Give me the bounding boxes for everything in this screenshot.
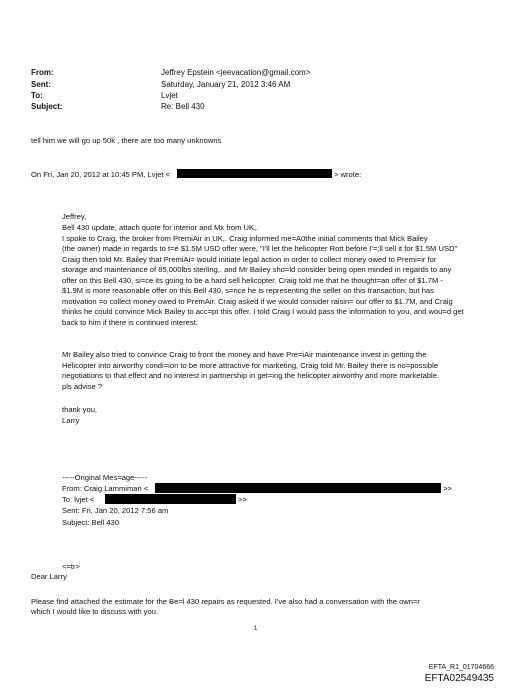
signoff-line: thank you, — [62, 405, 98, 414]
page-number: 1 — [254, 626, 258, 632]
dear-line: Dear Larry — [31, 572, 67, 581]
sent-label: Sent: — [31, 80, 51, 89]
quoted-line: Craig then told Mr. Bailey that PremiAi= would initiate legal action in order to collect money owed to Premi=ir for — [62, 255, 437, 264]
original-subject: Subject: Bell 430 — [62, 518, 119, 527]
from-value: Jeffrey Epstein <jeevacation@gmail.com> — [161, 68, 311, 77]
quoted-line: motivation =o collect money owed to PremAir. Craig asked if we would consider raisin= our offer to $1.7M, and Craig — [62, 297, 453, 306]
bates-stamp-small: EFTA_R1_01704666 — [428, 664, 494, 671]
closing-line: Please find attached the estimate for the Be=l 430 repairs as requested. I've also had a conversation with the own=r — [31, 597, 420, 606]
quoted-line: (the owner) made in regards to t=e $1.5M USD offer were, "I'll let the helicopter Rott before I'=;ll sell it for $1.5M USD" — [62, 244, 458, 253]
reply-text: tell him we will go up 50k , there are too many unknowns — [31, 136, 222, 145]
quoted-line: $1.9M is more reasonable offer on this Bell 430, s=nce he is representing the seller on this transaction, but has — [62, 286, 434, 295]
closing-line: which I would like to discuss with you. — [31, 607, 159, 616]
quote-header-suffix: > wrote: — [334, 170, 362, 179]
from-label: From: — [31, 68, 54, 77]
quote-header-prefix: On Fri, Jan 20, 2012 at 10:45 PM, Lvjet < — [31, 170, 171, 179]
to-label: To: — [31, 91, 43, 100]
original-from-end: >> — [443, 484, 452, 493]
redaction-block — [105, 494, 236, 504]
quoted-line: offer on this Bell 430, si=ce its going to be a hard sell helicopter. Craig told me that he thought=an offer of $1.7M - — [62, 276, 443, 285]
original-header: -----Original Mes=age----- — [62, 473, 148, 482]
subject-label: Subject: — [31, 102, 63, 111]
quoted-line: I spoke to Craig, the broker from PremiAir in UK,. Craig informed me=A0the initial comments that Mick Bailey — [62, 234, 428, 243]
subject-value: Re: Bell 430 — [161, 102, 205, 111]
quoted-line: Helicopter into airworthy condi=ion to be more attractive for marketing, Craig told Mr. Bailey there is no=possible — [62, 361, 439, 370]
redaction-block — [177, 169, 332, 178]
original-to-end: >> — [238, 495, 247, 504]
original-to: To: lvjet < — [62, 495, 95, 504]
redaction-block — [155, 483, 441, 493]
quoted-line: storage and maintenance of 85,000lbs sterling,. and Mr Bailey sho=ld consider being open minded in regards to any — [62, 265, 452, 274]
original-sent: Sent: Fri, Jan 20, 2012 7:56 am — [62, 506, 169, 515]
original-from: From: Craig Lammiman < — [62, 484, 149, 493]
quoted-line: Bell 430 update, attach quote for interior and Mx from UK,. — [62, 223, 259, 232]
sent-value: Saturday, January 21, 2012 3:46 AM — [161, 80, 291, 89]
quoted-line: back to him if there is continued interest. — [62, 318, 198, 327]
bates-stamp: EFTA02549435 — [424, 673, 494, 684]
quoted-line: thinks he could convince Mick Bailey to acc=pt this offer. I told Craig I would pass the information to you, and wou=d get — [62, 307, 464, 316]
quoted-line: pls advise ? — [62, 382, 103, 391]
quoted-line: Jeffrey, — [62, 212, 87, 221]
signoff-line: Larry — [62, 416, 80, 425]
to-value: Lvjet — [161, 91, 178, 100]
quoted-line: negotiations to that effect and no interest in partnership in get=ing the helicopter airworthy and more marketable. — [62, 371, 440, 380]
quoted-line: Mr Bailey also tried to convince Craig to front the money and have Pre=iAir maintenance invest in getting the — [62, 350, 427, 359]
tr-tag: <=tr> — [62, 562, 80, 571]
